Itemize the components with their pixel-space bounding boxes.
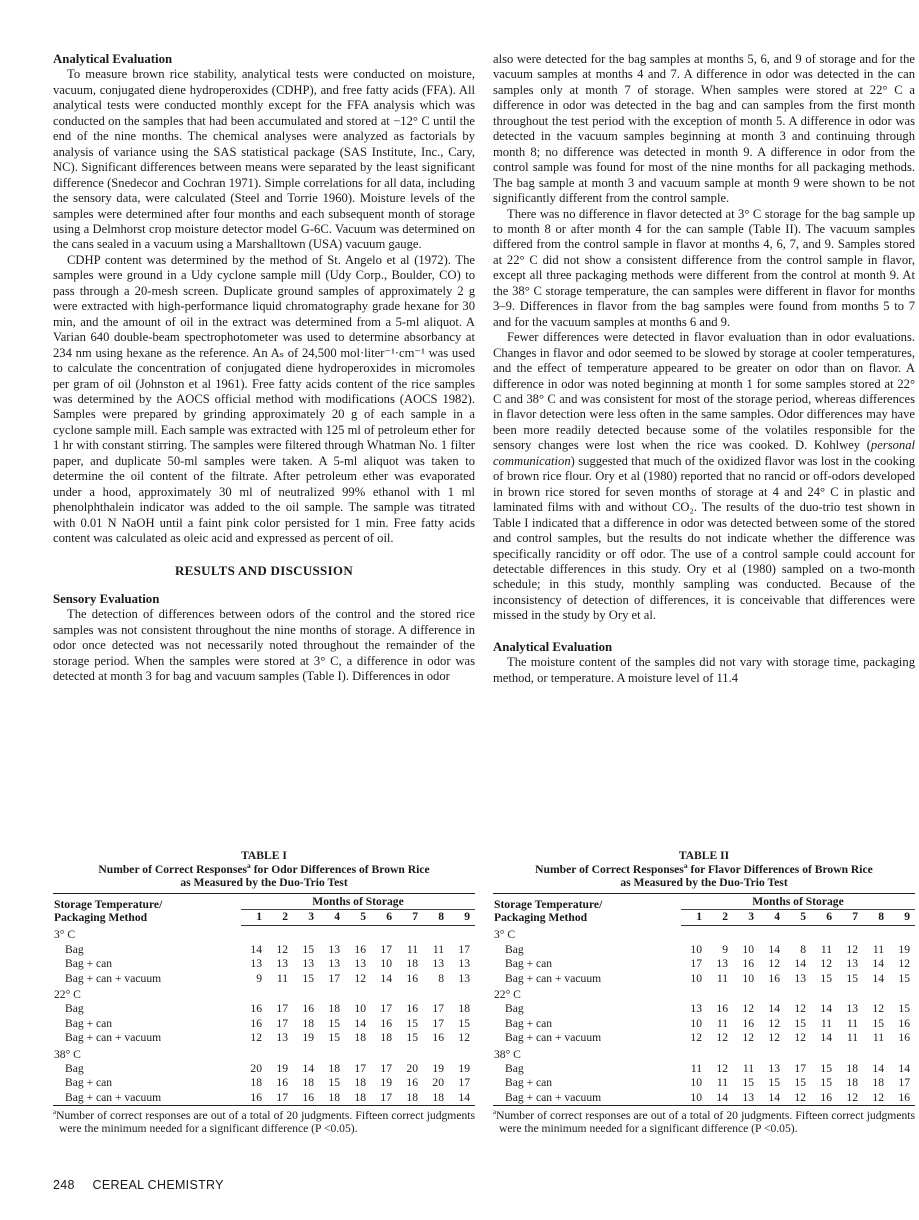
cell-value: 16 — [354, 942, 366, 956]
cell-value: 12 — [742, 1002, 754, 1016]
cell-value: 16 — [302, 1002, 314, 1016]
table-row — [53, 1062, 475, 1076]
cell-value: 18 — [328, 1090, 340, 1104]
cell-value: 15 — [846, 971, 858, 985]
cell-value: 16 — [406, 1076, 418, 1090]
paragraph: The detection of differences between odors of the control and the stored rice samples was not consistent throughout the nine months of storage. A difference in odor once detected was not necessarily noted throughout the remainder of the storage period. When the samples were stored at 3° C, a difference in odor was detected at month 3 for bag and vacuum samples (Table I). Differences in odor — [53, 607, 475, 684]
row-header: Storage Temperature/ Packaging Method — [494, 897, 603, 924]
cell-value: 14 — [820, 1031, 832, 1045]
cell-value: 15 — [820, 1061, 832, 1075]
cell-value: 20 — [406, 1061, 418, 1075]
cell-value: 18 — [846, 1061, 858, 1075]
cell-value: 12 — [768, 1016, 780, 1030]
packaging-method: Bag + can + vacuum — [65, 971, 162, 985]
table-row — [493, 1002, 915, 1016]
cell-value: 15 — [794, 1076, 806, 1090]
cell-value: 10 — [690, 942, 702, 956]
cell-value: 12 — [794, 1031, 806, 1045]
cell-value: 14 — [898, 1061, 910, 1075]
packaging-method: Bag + can — [65, 957, 113, 971]
cell-value: 15 — [898, 971, 910, 985]
italic-text: personal communication — [493, 438, 915, 468]
month-column-header: 2 — [707, 909, 733, 925]
cell-value: 13 — [432, 957, 444, 971]
table-row — [493, 1076, 915, 1090]
cell-value: 16 — [768, 971, 780, 985]
month-column-header: 7 — [397, 909, 423, 925]
cell-value: 18 — [354, 1090, 366, 1104]
month-column-header: 6 — [371, 909, 397, 925]
table-row — [493, 1017, 915, 1031]
cell-value: 13 — [742, 1090, 754, 1104]
cell-value: 15 — [302, 942, 314, 956]
cell-value: 12 — [250, 1031, 262, 1045]
cell-value: 12 — [458, 1031, 470, 1045]
table-footnote: $^a$Number of correct responses are out of a total of 20 judgments. Fifteen correct judgments were the minimum needed for a significant difference (P <0.05). — [53, 1108, 475, 1136]
right-column — [493, 52, 915, 686]
packaging-method: Bag + can — [65, 1076, 113, 1090]
month-column-header: 4 — [319, 909, 345, 925]
cell-value: 17 — [380, 1090, 392, 1104]
cell-value: 18 — [328, 1002, 340, 1016]
cell-value: 17 — [432, 1002, 444, 1016]
cell-value: 10 — [742, 971, 754, 985]
cell-value: 18 — [302, 1076, 314, 1090]
cell-value: 19 — [432, 1061, 444, 1075]
cell-value: 10 — [380, 957, 392, 971]
cell-value: 15 — [328, 1031, 340, 1045]
cell-value: 15 — [742, 1076, 754, 1090]
paragraph: To measure brown rice stability, analytical tests were conducted on moisture, vacuum, conjugated diene hydroperoxides (CDHP), and free fatty acids (FFA). All analytical tests were conducted monthly except for the FFA analysis which was conducted on the samples that had been accumulated and stored at −12° C until the end of the nine months. The chemical analyses were analyzed as factorials by analysis of variance using the SAS statistical package (SAS Institute, Inc., Cary, NC). Significant differences between means were separated by the least significant difference (Snedecor and Cochran 1971). Simple correlations for all data, including the sensory data, were calculated (Steel and Torrie 1960). Moisture levels of the samples were determined after four months and each subsequent month of storage using a Delmhorst crop moisture detector model G-6C. Vacuum was determined on the cans sealed in a vacuum using a Marshalltown (USA) vacuum gauge. — [53, 67, 475, 252]
cell-value: 15 — [302, 971, 314, 985]
cell-value: 9 — [722, 942, 728, 956]
month-column-header: 5 — [785, 909, 811, 925]
paragraph: also were detected for the bag samples at months 5, 6, and 9 of storage and for the vacuum samples at months 4 and 7. A difference in odor was detected in the can samples only at month 7 of storage. When samples were stored at 22° C a difference in odor was detected in the bag and can samples from the first month throughout the test period with the exception of month 5. A difference in odor was detected in the vacuum samples beginning at month 3 and continuing through month 8; no difference was detected in month 9. A difference in odor from the control sample was found for most of the nine months for all packaging methods. The bag sample at month 3 and vacuum sample at month 9 were shown to be not significantly different from the control sample. — [493, 52, 915, 206]
table-row — [53, 1002, 475, 1016]
cell-value: 12 — [846, 942, 858, 956]
cell-value: 12 — [276, 942, 288, 956]
packaging-method: Bag + can + vacuum — [65, 1031, 162, 1045]
cell-value: 17 — [328, 971, 340, 985]
table-footnote: $^a$Number of correct responses are out of a total of 20 judgments. Fifteen correct judgments were the minimum needed for a significant difference (P <0.05). — [493, 1108, 915, 1136]
month-column-header: 4 — [759, 909, 785, 925]
cell-value: 17 — [380, 1061, 392, 1075]
cell-value: 11 — [690, 1061, 702, 1075]
month-column-header: 7 — [837, 909, 863, 925]
section-heading-analytical-evaluation: Analytical Evaluation — [493, 639, 613, 654]
cell-value: 11 — [820, 1016, 832, 1030]
table-row — [53, 1076, 475, 1090]
cell-value: 15 — [820, 971, 832, 985]
month-column-header: 9 — [889, 909, 915, 925]
cell-value: 18 — [380, 1031, 392, 1045]
cell-value: 14 — [820, 1002, 832, 1016]
cell-value: 17 — [276, 1090, 288, 1104]
month-column-header: 5 — [345, 909, 371, 925]
cell-value: 17 — [276, 1016, 288, 1030]
cell-value: 14 — [794, 957, 806, 971]
cell-value: 11 — [716, 1016, 728, 1030]
cell-value: 14 — [354, 1016, 366, 1030]
cell-value: 13 — [794, 971, 806, 985]
cell-value: 19 — [898, 942, 910, 956]
packaging-method: Bag — [65, 1061, 84, 1075]
table-row — [493, 957, 915, 971]
page-number: 248 — [53, 1178, 75, 1192]
cell-value: 13 — [276, 957, 288, 971]
temperature-group-label: 3° C — [54, 928, 76, 942]
cell-value: 11 — [716, 1076, 728, 1090]
page-footer — [53, 1178, 224, 1192]
cell-value: 18 — [458, 1002, 470, 1016]
cell-value: 10 — [354, 1002, 366, 1016]
cell-value: 16 — [276, 1076, 288, 1090]
paragraph: There was no difference in flavor detected at 3° C storage for the bag sample up to month 8 or after month 4 for the can sample (Table II). The vacuum samples differed from the control sample in flavor at months 4, 6, 7, and 9. Samples stored at 22° C did not show a consistent difference from the control sample in flavor, except all three packaging methods were different from the control at month 9. At the 38° C storage temperature, the can samples were different in flavor for months 3–9. Differences in flavor from the bag samples were found from months 5 to 7 and for the vacuum samples at months 6 and 9. — [493, 206, 915, 329]
cell-value: 14 — [458, 1090, 470, 1104]
cell-value: 18 — [406, 957, 418, 971]
cell-value: 13 — [302, 957, 314, 971]
cell-value: 12 — [794, 1002, 806, 1016]
table-row — [493, 1062, 915, 1076]
cell-value: 18 — [354, 1031, 366, 1045]
cell-value: 15 — [898, 1002, 910, 1016]
cell-value: 14 — [716, 1090, 728, 1104]
cell-value: 16 — [898, 1090, 910, 1104]
cell-value: 17 — [354, 1061, 366, 1075]
cell-value: 10 — [690, 1090, 702, 1104]
cell-value: 15 — [820, 1076, 832, 1090]
cell-value: 13 — [354, 957, 366, 971]
temperature-group-label: 38° C — [54, 1047, 81, 1061]
cell-value: 13 — [846, 1002, 858, 1016]
months-header: Months of Storage — [681, 894, 915, 910]
section-heading-sensory-evaluation: Sensory Evaluation — [53, 591, 160, 606]
month-column-header: 3 — [293, 909, 319, 925]
cell-value: 20 — [432, 1076, 444, 1090]
results-and-discussion-heading: RESULTS AND DISCUSSION — [174, 562, 354, 578]
journal-name: CEREAL CHEMISTRY — [92, 1178, 224, 1192]
cell-value: 11 — [820, 942, 832, 956]
packaging-method: Bag + can — [505, 1076, 553, 1090]
packaging-method: Bag + can + vacuum — [505, 1090, 602, 1104]
table-row — [493, 972, 915, 986]
cell-value: 19 — [302, 1031, 314, 1045]
cell-value: 12 — [768, 1031, 780, 1045]
months-header: Months of Storage — [241, 894, 475, 910]
month-column-header: 1 — [681, 909, 707, 925]
cell-value: 11 — [846, 1016, 858, 1030]
packaging-method: Bag + can — [505, 1016, 553, 1030]
cell-value: 17 — [794, 1061, 806, 1075]
cell-value: 12 — [768, 957, 780, 971]
cell-value: 17 — [380, 942, 392, 956]
cell-value: 13 — [250, 957, 262, 971]
cell-value: 12 — [872, 1090, 884, 1104]
cell-value: 16 — [742, 1016, 754, 1030]
cell-value: 14 — [768, 1002, 780, 1016]
cell-value: 13 — [690, 1002, 702, 1016]
paragraph: The moisture content of the samples did not vary with storage time, packaging method, or temperature. A moisture level of 11.4 — [493, 655, 915, 685]
cell-value: 15 — [768, 1076, 780, 1090]
cell-value: 13 — [846, 957, 858, 971]
cell-value: 15 — [328, 1076, 340, 1090]
cell-value: 18 — [302, 1016, 314, 1030]
cell-value: 13 — [458, 971, 470, 985]
cell-value: 16 — [716, 1002, 728, 1016]
table-label: TABLE II — [678, 849, 730, 862]
cell-value: 17 — [432, 1016, 444, 1030]
cell-value: 19 — [380, 1076, 392, 1090]
cell-value: 11 — [432, 942, 444, 956]
packaging-method: Bag + can — [65, 1016, 113, 1030]
cell-value: 14 — [302, 1061, 314, 1075]
table-row — [493, 943, 915, 957]
left-column — [53, 52, 475, 685]
cell-value: 12 — [898, 957, 910, 971]
packaging-method: Bag — [65, 1002, 84, 1016]
table-row — [53, 1091, 475, 1105]
table-row — [53, 1031, 475, 1045]
row-header: Storage Temperature/ Packaging Method — [54, 897, 163, 924]
month-column-header: 2 — [267, 909, 293, 925]
cell-value: 16 — [406, 1002, 418, 1016]
cell-value: 17 — [276, 1002, 288, 1016]
cell-value: 18 — [406, 1090, 418, 1104]
table-row — [53, 943, 475, 957]
cell-value: 17 — [458, 942, 470, 956]
table-row — [53, 972, 475, 986]
month-column-header: 6 — [811, 909, 837, 925]
cell-value: 12 — [690, 1031, 702, 1045]
table-row — [493, 1031, 915, 1045]
packaging-method: Bag — [505, 1061, 524, 1075]
cell-value: 16 — [406, 971, 418, 985]
cell-value: 12 — [820, 957, 832, 971]
packaging-method: Bag + can + vacuum — [505, 1031, 602, 1045]
cell-value: 16 — [898, 1016, 910, 1030]
cell-value: 18 — [354, 1076, 366, 1090]
table-title-line2: as Measured by the Duo-Trio Test — [180, 876, 348, 889]
cell-value: 8 — [800, 942, 806, 956]
cell-value: 11 — [276, 971, 288, 985]
table-row — [493, 1091, 915, 1105]
cell-value: 13 — [276, 1031, 288, 1045]
table-title-line2: as Measured by the Duo-Trio Test — [620, 876, 788, 889]
cell-value: 16 — [898, 1031, 910, 1045]
cell-value: 20 — [250, 1061, 262, 1075]
paragraph-text: Fewer differences were detected in flavor evaluation than in odor evaluations. Changes in flavor and odor seemed to be slowed by storage at cooler temperatures, and the effect of temperature appeared to be greater on odor than on flavor. A difference in odor was noted beginning at month 1 for some samples stored at 22° C and 38° C and was consistent for most of the storage period, whereas differences in flavor detection were less often in the same samples. Odor differences may have been more readily detected because some of the volatiles responsible for the sensory changes were lost when the rice was cooked. D. Kohlwey ( — [493, 330, 915, 453]
month-column-header: 8 — [863, 909, 889, 925]
cell-value: 17 — [690, 957, 702, 971]
cell-value: 13 — [458, 957, 470, 971]
cell-value: 12 — [794, 1090, 806, 1104]
cell-value: 12 — [872, 1002, 884, 1016]
month-column-header: 3 — [733, 909, 759, 925]
cell-value: 15 — [328, 1016, 340, 1030]
cell-value: 16 — [302, 1090, 314, 1104]
cell-value: 9 — [256, 971, 262, 985]
cell-value: 17 — [898, 1076, 910, 1090]
cell-value: 11 — [716, 971, 728, 985]
cell-value: 14 — [768, 1090, 780, 1104]
cell-value: 15 — [406, 1016, 418, 1030]
paragraph: CDHP content was determined by the method of St. Angelo et al (1972). The samples were ground in a Udy cyclone sample mill (Udy Corp., Boulder, CO) to pass through a 20-mesh screen. Duplicate ground samples of approximately 2 g were extracted with high-performance liquid chromatography grade hexane for 30 min, and the amount of oil in the extract was determined from a 5-ml aliquot. A Varian 640 double-beam spectrophotometer was used to determine absorbancy at 234 nm using hexane as the reference. An Aₛ of 24,500 mol·liter⁻¹·cm⁻¹ was used to calculate the concentration of conjugated diene hydroperoxides in micromoles per gram of oil (Johnston et al 1961). Free fatty acids content of the rice samples was determined by the AOCS official method with modifications (AOCS 1982). Samples were prepared by grinding approximately 20 g of each sample in a cyclone sample mill. Each sample was extracted with 125 ml of petroleum ether for 1 hr with constant stirring. The samples were filtered through Whatman No. 1 filter paper, and duplicate 50-ml samples were taken. A 5-ml aliquot was taken to determine the oil content of the filtrate. After petroleum ether was evaporated under a hood, approximately 30 ml of neutralized 99% ethanol with 1 ml phenolphthalein indicator was added to the oil sample. The sample was titrated with 0.01 N NaOH until a faint pink color persisted for 1 min. Free fatty acids content was calculated as oleic acid and expressed as percent of oil. — [53, 252, 475, 546]
table-row — [53, 1017, 475, 1031]
cell-value: 11 — [846, 1031, 858, 1045]
cell-value: 11 — [872, 942, 884, 956]
cell-value: 17 — [458, 1076, 470, 1090]
packaging-method: Bag — [65, 942, 84, 956]
cell-value: 12 — [742, 1031, 754, 1045]
table-1 — [53, 849, 475, 1135]
cell-value: 10 — [690, 1016, 702, 1030]
cell-value: 13 — [716, 957, 728, 971]
section-heading-analytical-evaluation: Analytical Evaluation — [53, 52, 173, 66]
cell-value: 13 — [768, 1061, 780, 1075]
month-column-header: 9 — [449, 909, 475, 925]
cell-value: 12 — [846, 1090, 858, 1104]
cell-value: 15 — [458, 1016, 470, 1030]
cell-value: 16 — [380, 1016, 392, 1030]
packaging-method: Bag + can + vacuum — [505, 971, 602, 985]
month-column-header: 8 — [423, 909, 449, 925]
cell-value: 18 — [250, 1076, 262, 1090]
temperature-group-label: 3° C — [494, 928, 516, 942]
temperature-group-label: 22° C — [494, 987, 521, 1001]
temperature-group-label: 22° C — [54, 987, 81, 1001]
cell-value: 14 — [250, 942, 262, 956]
packaging-method: Bag + can — [505, 957, 553, 971]
cell-value: 11 — [406, 942, 418, 956]
cell-value: 10 — [742, 942, 754, 956]
cell-value: 16 — [432, 1031, 444, 1045]
cell-value: 18 — [432, 1090, 444, 1104]
table-label: TABLE I — [241, 849, 287, 862]
cell-value: 19 — [458, 1061, 470, 1075]
cell-value: 14 — [380, 971, 392, 985]
cell-value: 18 — [872, 1076, 884, 1090]
cell-value: 10 — [690, 1076, 702, 1090]
table-row — [53, 957, 475, 971]
cell-value: 8 — [438, 971, 444, 985]
cell-value: 11 — [742, 1061, 754, 1075]
cell-value: 15 — [872, 1016, 884, 1030]
cell-value: 18 — [846, 1076, 858, 1090]
cell-value: 10 — [690, 971, 702, 985]
cell-value: 17 — [380, 1002, 392, 1016]
month-column-header: 1 — [241, 909, 267, 925]
table-2 — [493, 849, 915, 1135]
packaging-method: Bag — [505, 1002, 524, 1016]
cell-value: 16 — [250, 1016, 262, 1030]
odor-table — [53, 894, 475, 1106]
paragraph — [493, 330, 915, 624]
cell-value: 12 — [716, 1031, 728, 1045]
paragraph-text: ) suggested that much of the oxidized flavor was lost in the cooking of brown rice flour. Ory et al (1980) reported that no rancid or off-odors developed in brown rice stored for seven months of storage at 4 and 24° C in plastic and laminated films with and without CO₂. The results of the duo-trio test shown in Table I indicated that a difference in odor was detected between some of the stored and control samples, but the results do not indicate whether the difference was specifically rancidity or off odor. The use of a control sample could account for detectable differences in this study. Ory et al (1980) sampled on a two-month schedule; in this study, monthly sampling was conducted. Because of the inconsistency of detection of differences, it is conceivable that differences were missed in the study by Ory et al. — [493, 453, 915, 623]
cell-value: 14 — [872, 1061, 884, 1075]
cell-value: 13 — [328, 957, 340, 971]
cell-value: 11 — [872, 1031, 884, 1045]
temperature-group-label: 38° C — [494, 1047, 521, 1061]
packaging-method: Bag + can + vacuum — [65, 1090, 162, 1104]
cell-value: 14 — [872, 957, 884, 971]
cell-value: 16 — [742, 957, 754, 971]
cell-value: 15 — [406, 1031, 418, 1045]
flavor-table — [493, 894, 915, 1106]
cell-value: 16 — [250, 1090, 262, 1104]
cell-value: 19 — [276, 1061, 288, 1075]
cell-value: 12 — [354, 971, 366, 985]
table-title: Number of Correct Responses$^a$ for Flavor Differences of Brown Rice — [535, 860, 873, 876]
cell-value: 18 — [328, 1061, 340, 1075]
cell-value: 15 — [794, 1016, 806, 1030]
cell-value: 16 — [250, 1002, 262, 1016]
cell-value: 14 — [872, 971, 884, 985]
cell-value: 12 — [716, 1061, 728, 1075]
cell-value: 14 — [768, 942, 780, 956]
table-title: Number of Correct Responses$^a$ for Odor Differences of Brown Rice — [98, 860, 430, 876]
packaging-method: Bag — [505, 942, 524, 956]
cell-value: 16 — [820, 1090, 832, 1104]
cell-value: 13 — [328, 942, 340, 956]
